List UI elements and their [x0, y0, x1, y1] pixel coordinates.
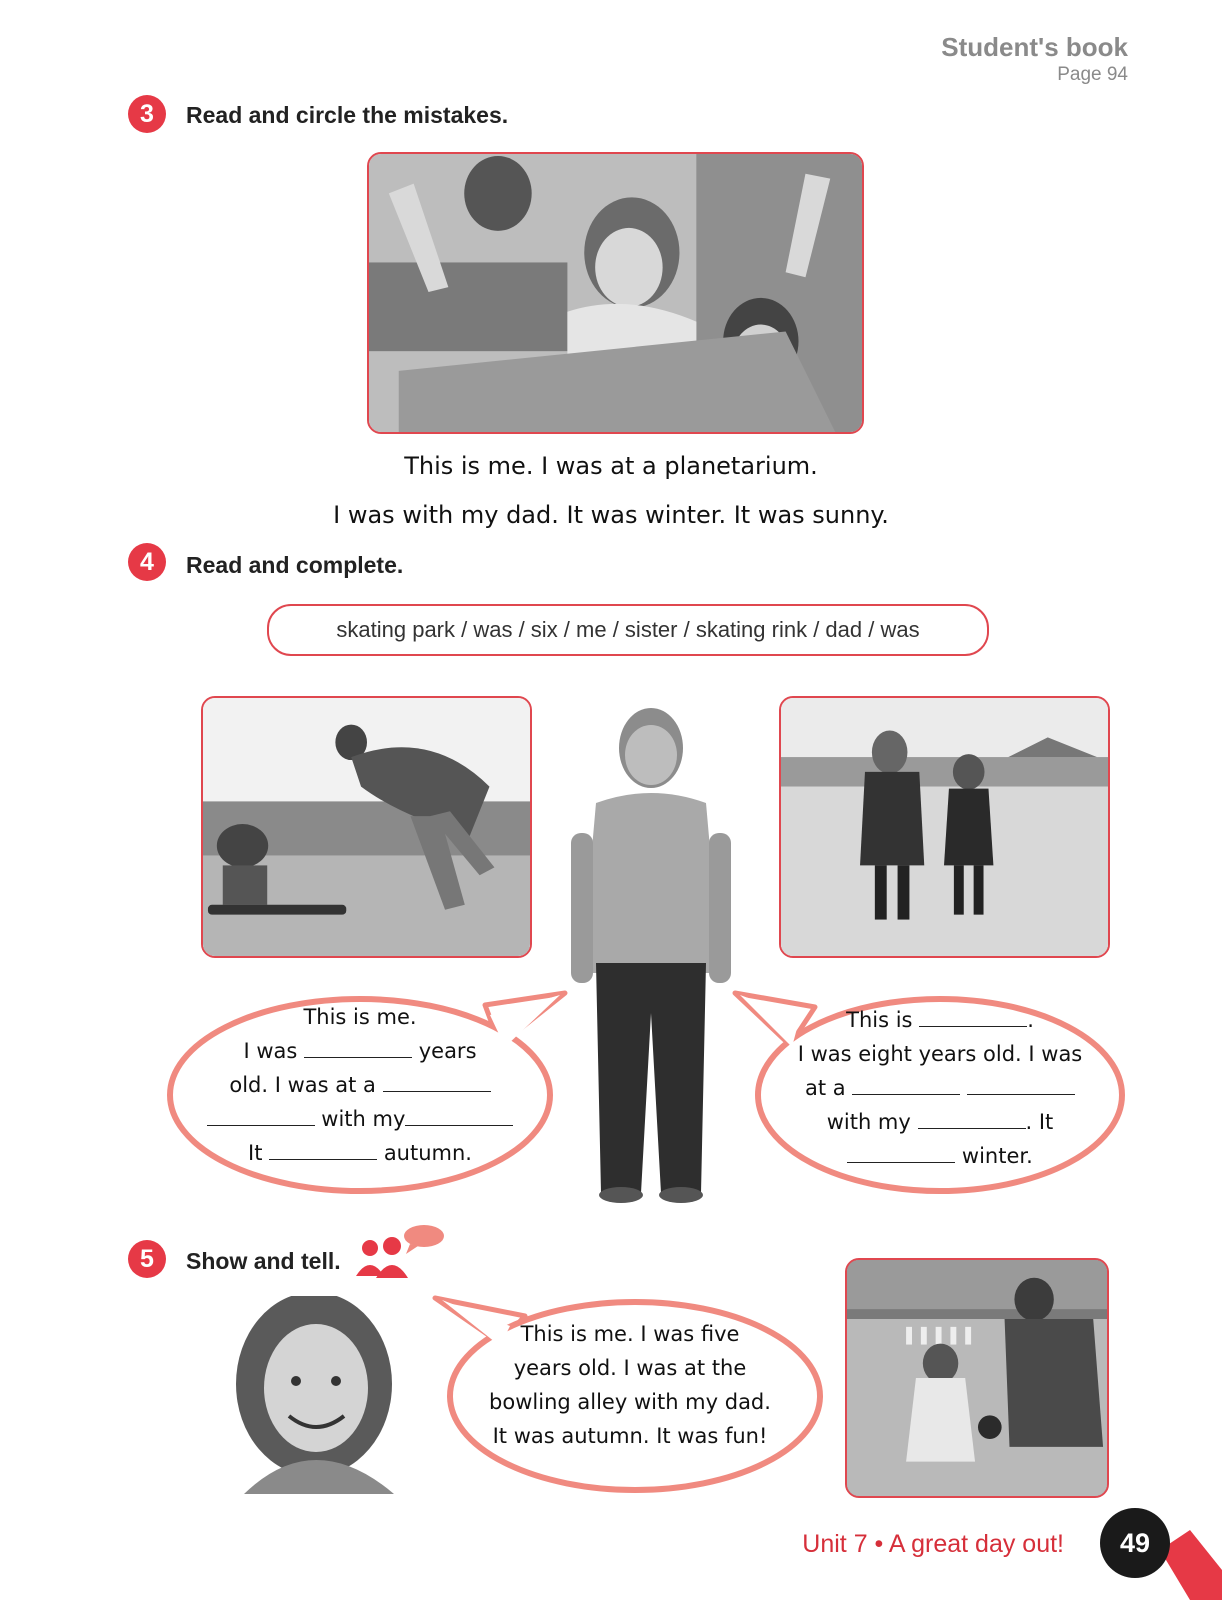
- speech-line-4: It was autumn. It was fun!: [492, 1424, 768, 1448]
- answer-blank[interactable]: [207, 1105, 315, 1126]
- left-bubble-line-4: with my: [321, 1107, 406, 1131]
- right-bubble-line-4-start: with my: [826, 1110, 911, 1134]
- answer-blank[interactable]: [847, 1142, 955, 1163]
- answer-blank[interactable]: [383, 1071, 491, 1092]
- left-bubble-line-2-end: years: [418, 1039, 477, 1063]
- left-bubble-line-5-start: It: [248, 1141, 263, 1165]
- answer-blank[interactable]: [967, 1074, 1075, 1095]
- book-title: Student's book: [941, 32, 1128, 62]
- skating-park-photo: [201, 696, 532, 958]
- boy-photo: [566, 693, 736, 1205]
- page-reference: Page 94: [1057, 64, 1128, 85]
- left-bubble-line-3: old. I was at a: [229, 1073, 376, 1097]
- show-and-tell-text: [470, 1317, 790, 1453]
- answer-blank[interactable]: [269, 1139, 377, 1160]
- answer-blank[interactable]: [405, 1105, 513, 1126]
- exercise-3-instruction: Read and circle the mistakes.: [186, 102, 509, 128]
- exercise-5-instruction: Show and tell.: [186, 1248, 341, 1274]
- word-bank: skating park / was / six / me / sister / skating rink / dad / was: [267, 604, 989, 656]
- unit-title: Unit 7 • A great day out!: [802, 1530, 1064, 1558]
- left-bubble-line-2-start: I was: [243, 1039, 298, 1063]
- right-bubble-line-4-end: . It: [1025, 1110, 1054, 1134]
- speech-line-2: years old. I was at the: [513, 1356, 747, 1380]
- speech-line-1: This is me. I was five: [520, 1322, 740, 1346]
- people-speech-icon: [356, 1224, 446, 1280]
- answer-blank[interactable]: [852, 1074, 960, 1095]
- answer-blank[interactable]: [304, 1037, 412, 1058]
- exercise-4-number: 4: [128, 543, 166, 581]
- skating-rink-photo: [779, 696, 1110, 958]
- exercise-5-number: 5: [128, 1240, 166, 1278]
- right-bubble-text: [770, 1003, 1110, 1173]
- left-bubble-line-5-end: autumn.: [383, 1141, 472, 1165]
- right-bubble-line-1-end: .: [1027, 1008, 1034, 1032]
- bowling-alley-photo: [845, 1258, 1109, 1498]
- exercise-3-text-line-2: I was with my dad. It was winter. It was sunny.: [333, 501, 889, 529]
- left-bubble-line-1: This is me.: [303, 1005, 417, 1029]
- right-bubble-line-2: I was eight years old. I was: [797, 1042, 1083, 1066]
- page-number: 49: [1100, 1508, 1170, 1578]
- right-bubble-line-1: This is: [846, 1008, 913, 1032]
- right-bubble-line-3: at a: [804, 1076, 846, 1100]
- exercise-3-number: 3: [128, 95, 166, 133]
- exercise-3-text-line-1: This is me. I was at a planetarium.: [404, 452, 818, 480]
- answer-blank[interactable]: [918, 1108, 1026, 1129]
- girl-portrait-photo: [214, 1296, 414, 1494]
- right-bubble-line-5: winter.: [961, 1144, 1033, 1168]
- left-bubble-text: [190, 1000, 530, 1170]
- answer-blank[interactable]: [919, 1006, 1027, 1027]
- speech-line-3: bowling alley with my dad.: [489, 1390, 771, 1414]
- amusement-park-photo: [367, 152, 864, 434]
- exercise-4-instruction: Read and complete.: [186, 552, 404, 578]
